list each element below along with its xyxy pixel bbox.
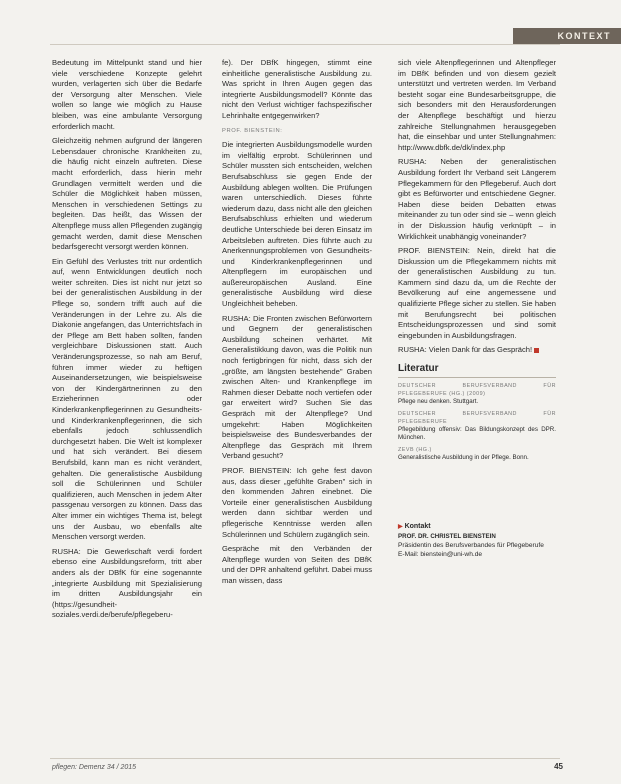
end-mark-icon [534, 348, 539, 353]
contact-heading: ▶ Kontakt [398, 522, 431, 530]
literature-item: DEUTSCHER BERUFSVERBAND FÜR PFLEGEBERUFE (HG.) (2009) Pflege neu denken. Stuttgart. [398, 382, 556, 405]
paragraph: RUSHA: Die Fronten zwischen Befürwortern und Gegnern der generalistischen Ausbildung scheinen verhärtet. Mit Generalistikkung davon, was die Politik nun noch fertigbringen für nicht, dass sich der „größte, am längsten bestehende" Graben zwischen Alten- und Krankenpflege im Rahmen dieser Debatte noch vertiefen oder gar erweitert wird? Suchen Sie das Gespräch mit der Altenpflege? Und umgekehrt: Haben Möglichkeiten beispielsweise des Bundesverbandes der Altenpflege das Gespräch mit Ihrem Verband gesucht? [222, 313, 372, 461]
section-tab: KONTEXT [513, 28, 621, 44]
column-2 [222, 58, 372, 591]
closing-line: RUSHA: Vielen Dank für das Gespräch! [398, 345, 556, 356]
paragraph: fe). Der DBfK hingegen, stimmt eine einheitliche generalistische Ausbildung zu. Was spricht in Ihren Augen gegen das integrierte Ausbildungsmodell? Könnte das nicht den Verlust wichtiger fachspezifischer Lehrinhalte entgegenwirken? [222, 58, 372, 120]
paragraph: sich viele Altenpflegerinnen und Altenpfleger im DBfK befinden und von diesem gezielt unterstützt und vertreten werden. Im Verband besteht sogar eine Bundesarbeitsgruppe, die sich besonders mit den Herausforderungen der Altenpflege beschäftigt und hierzu zahlreiche Stellungnahmen herausgegeben hat, die einsehbar und unter Stellungnahmen: http://www.dbfk.de/dk/index.php [398, 58, 556, 152]
journal-name: pflegen: Demenz 34 / 2015 [52, 764, 137, 771]
paragraph: RUSHA: Neben der generalistischen Ausbildung fordert Ihr Verband seit Längerem Pflegekammern für den Pflegeberuf. Auch dort gibt es Befürworter und entschiedene Gegner. Haben diese beiden Debatten etwas miteinander zu tun oder sind sie – wenn gleich in der Diskussion häufig verknüpft – in Wirklichkeit unabhängig voneinander? [398, 157, 556, 241]
footer [0, 758, 621, 784]
contact-box [398, 522, 556, 559]
paragraph: Gespräche mit den Verbänden der Altenpflege wurden von Seiten des DBfK und der DPR anhaltend geführt. Dabei muss man wissen, dass [222, 544, 372, 585]
paragraph: PROF. BIENSTEIN: Nein, direkt hat die Diskussion um die Pflegekammern nichts mit der generalistischen Ausbildung zu tun. Kammern sind dazu da, um die Rechte der Bevölkerung auf eine angemessene und qualifizierte Pflege sicher zu stellen. Sie haben mit Berufungsrecht bei politischen Entscheidungsprozessen und sind somit eingebunden in Ausbildungsfragen. [398, 246, 556, 340]
column-1 [52, 58, 202, 625]
paragraph: PROF. BIENSTEIN: Ich gehe fest davon aus, dass dieser „gefühlte Graben" sich in den kommenden Jahren einebnet. Die Vorteile einer generalistischen Ausbildung werden dann sichtbar werden und pflegerische Kenntnisse werden allen Schülerinnen und Schülern zugänglich sein. [222, 465, 372, 539]
literature-item: DEUTSCHER BERUFSVERBAND FÜR PFLEGEBERUFE Pflegebildung offensiv: Das Bildungskonzept des DPR. München. [398, 410, 556, 441]
contact-email: E-Mail: bienstein@uni-wh.de [398, 550, 483, 558]
column-3 [398, 58, 556, 559]
triangle-icon: ▶ [398, 523, 403, 530]
footer-rule [50, 758, 560, 759]
literature-heading: Literatur [398, 364, 556, 378]
contact-name: PROF. DR. CHRISTEL BIENSTEIN [398, 532, 496, 540]
speaker-label: PROF. BIENSTEIN: [222, 127, 283, 134]
paragraph: Bedeutung im Mittelpunkt stand und hier viele verschiedene Konzepte gelehrt wurden, verlagerten sich über die Bedarfe der Versorgung alter Menschen. Viele wollen so lange wie möglich zu Hause bleiben, was eine ambulante Versorgung erforderlich macht. [52, 58, 202, 131]
paragraph: Die integrierten Ausbildungsmodelle wurden im vielfältig erprobt. Schülerinnen und Schüler mussten sich entscheiden, welchen Berufsabschluss sie gegen Ende der Ausbildung ablegen wollten. Die Prüfungen waren unterschiedlich. Dieses führte wiederum dazu, dass nicht alle den gleichen Berufsabschluss erhielten und wiederum deutliche Unterschiede bei deren Einsatz im Arbeitsleben auftreten. Dies führte auch zu Anerkennungsproblemen von Gesundheits- und Kinderkrankenpflegerinnen und Altenpflegern im europäischen und außereuropäischen Ausland. Eine generalistische Ausbildung wird diese Ungleichheit beheben. [222, 140, 372, 309]
page-number: 45 [554, 762, 563, 771]
literature-item: ZEVB (HG.) Generalistische Ausbildung in der Pflege. Bonn. [398, 446, 529, 461]
contact-line: Präsidentin des Berufsverbandes für Pflegeberufe [398, 541, 544, 549]
paragraph: Gleichzeitig nehmen aufgrund der längeren Lebensdauer chronische Krankheiten zu, die häufig nicht einzeln auftreten. Diese macht erforderlich, dass hierin mehr Grundlagen vermittelt werden und die Schüler die Möglichkeit haben müssen, Menschen in verschiedenen Settings zu begleiten. Das heißt, das Wissen der Altenpflege muss allen Pflegenden zugängig gemacht werden, damit diese Menschen bedarfsgerecht versorgt werden können. [52, 136, 202, 252]
top-bar [0, 0, 621, 44]
paragraph: RUSHA: Die Gewerkschaft verdi fordert ebenso eine Ausbildungsreform, tritt aber anders als der DBfK für eine sogenannte „integrierte Ausbildung mit Spezialisierung im dritten Ausbildungsjahr ein (https://gesundheit-soziales.verdi.de/berufe/pflegeberu- [52, 546, 202, 620]
paragraph: Ein Gefühl des Verlustes tritt nur ordentlich auf, wenn Entwicklungen deutlich noch weiter schreiten. Dies ist nicht nur jetzt so bei der generalistischen Ausbildung in der Pflege so, sondern trifft auch auf die Veränderungen in der Lehre zu. Als die Diakonie angefangen, das Unterrichtsfach in der Pflege am Bett haben sollten, fanden vergleichbare Diskussionen statt. Auch Veränderungsprozesse, so nah am Beruf, führen immer wieder zu heftigen Auseinandersetzungen, wie beispielsweise von der Kindergärtnerinnen zu den Erzieherinnen oder Kinderkrankenpflegerinnen zu Gesundheits- und Kinderkrankenpflegerinnen, die sich ebenfalls jedoch schlussendlich durchgesetzt haben. Die Welt ist komplexer und hat sich verändert. Bei diesem Berufsbild, kann man es nicht verändert, gehalten. Die generalistische Ausbildung soll die Schülerinnen und Schüler qualifizieren, auch Menschen in jedem Alter passgenau versorgen zu können. Dass das Alter immer ein wichtiges Thema ist, belegt uns der Ausbau, wo ebenfalls alte Menschen versorgt werden. [52, 256, 202, 542]
top-rule [50, 44, 560, 45]
